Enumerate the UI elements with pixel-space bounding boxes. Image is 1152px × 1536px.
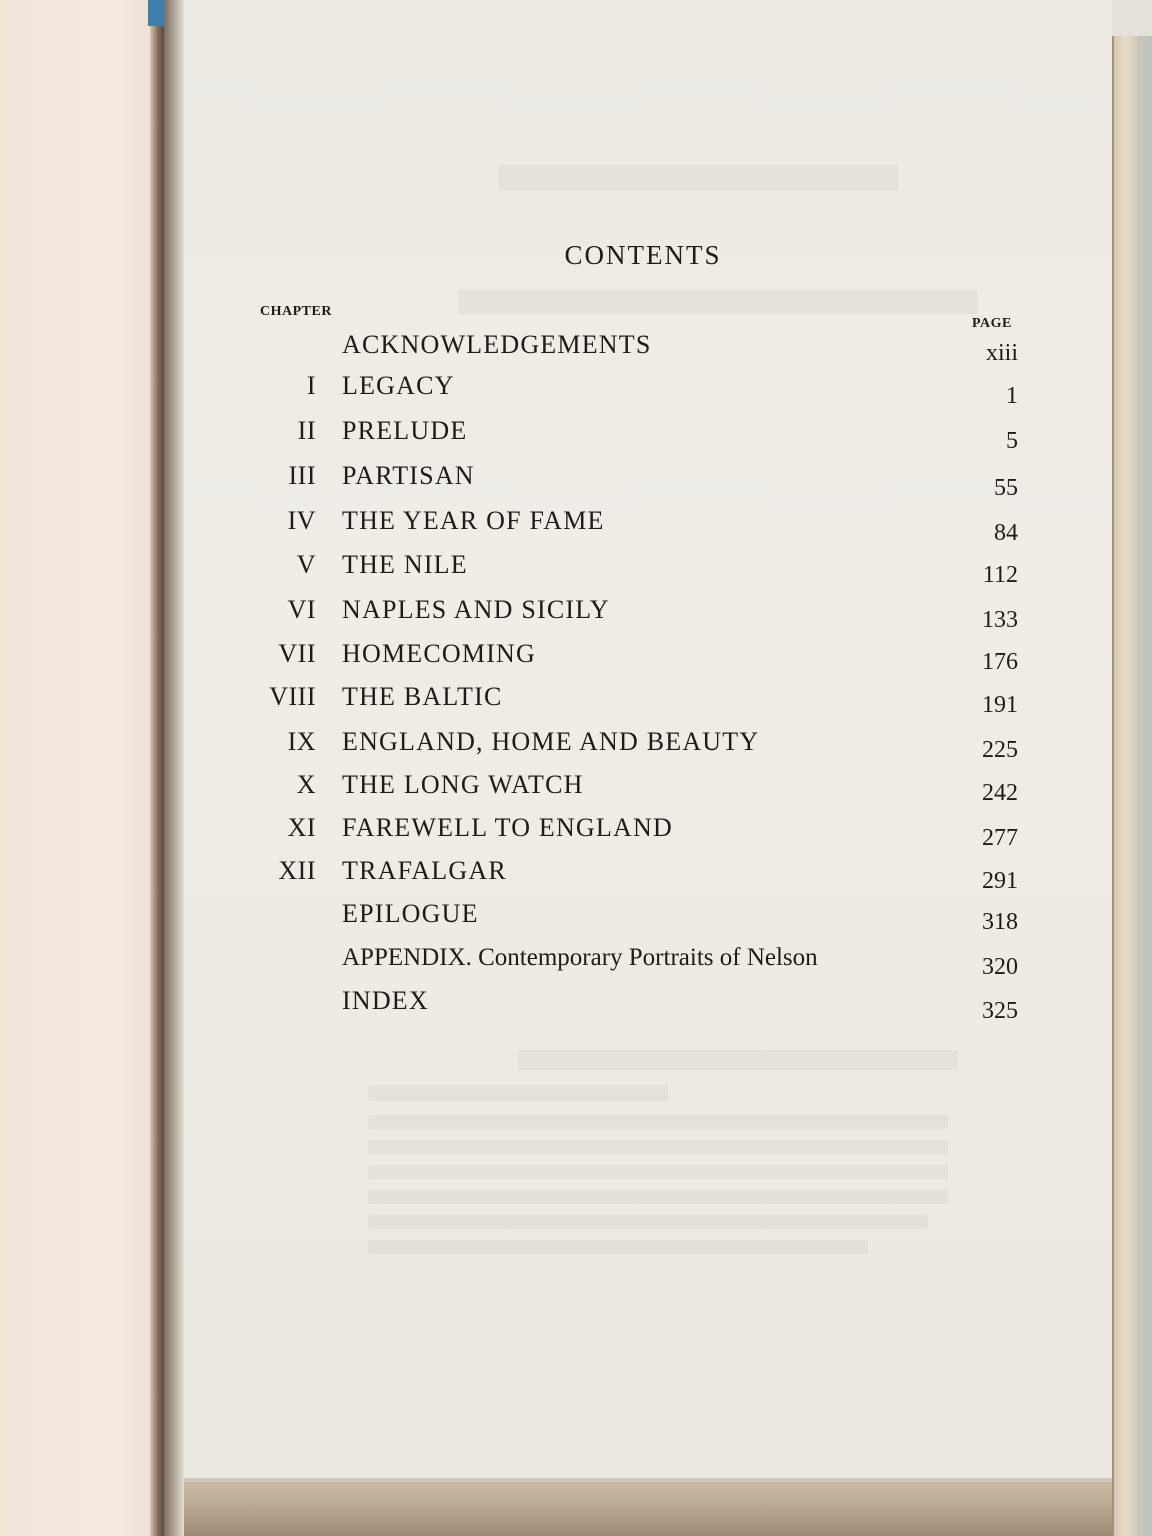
left-facing-page — [0, 0, 168, 1536]
right-cover-edge — [1108, 36, 1152, 1536]
chapter-number: IV — [287, 506, 316, 535]
show-through-text — [368, 1140, 948, 1154]
toc-entry — [230, 856, 1030, 896]
chapter-title: TRAFALGAR — [342, 856, 507, 885]
chapter-title: NAPLES AND SICILY — [342, 595, 610, 624]
toc-entry — [230, 682, 1030, 722]
chapter-number: III — [288, 461, 316, 490]
chapter-number: V — [296, 550, 316, 579]
chapter-title: APPENDIX. Contemporary Portraits of Nelson — [342, 944, 818, 971]
show-through-text — [368, 1240, 868, 1254]
chapter-title: PRELUDE — [342, 416, 468, 445]
chapter-number: VI — [287, 595, 316, 624]
page-number: 191 — [982, 692, 1018, 718]
chapter-number: XII — [278, 856, 316, 885]
show-through-text — [368, 1190, 948, 1204]
chapter-title: HOMECOMING — [342, 639, 536, 668]
show-through-text — [458, 290, 978, 314]
chapter-title: ACKNOWLEDGEMENTS — [342, 330, 652, 359]
chapter-title: FAREWELL TO ENGLAND — [342, 813, 673, 842]
page-number: 133 — [982, 607, 1018, 633]
page-column-label: PAGE — [972, 316, 1012, 331]
page-number: 84 — [994, 520, 1018, 546]
chapter-title: THE NILE — [342, 550, 468, 579]
show-through-text — [498, 165, 898, 191]
chapter-title: LEGACY — [342, 371, 455, 400]
left-cover-edge — [150, 0, 164, 1536]
page-number: 176 — [982, 649, 1018, 675]
page-number: 112 — [982, 562, 1018, 588]
page-number: 320 — [982, 954, 1018, 980]
chapter-number: XI — [287, 813, 316, 842]
page-number: 1 — [1006, 383, 1018, 409]
page-number: 291 — [982, 868, 1018, 894]
toc-entry — [230, 813, 1030, 853]
toc-entry — [230, 330, 1030, 370]
toc-entry — [230, 461, 1030, 501]
show-through-text — [368, 1165, 948, 1179]
toc-entry — [230, 416, 1030, 456]
page-gutter-shadow — [164, 0, 184, 1536]
page-number: 242 — [982, 780, 1018, 806]
toc-entry — [230, 506, 1030, 546]
page-number: 5 — [1006, 428, 1018, 454]
toc-entry — [230, 550, 1030, 590]
page-number: xiii — [985, 340, 1018, 366]
chapter-column-label: CHAPTER — [260, 304, 332, 319]
toc-entry — [230, 899, 1030, 939]
chapter-number: VIII — [269, 682, 316, 711]
chapter-number: VII — [278, 639, 316, 668]
chapter-title: EPILOGUE — [342, 899, 479, 928]
page-number: 325 — [982, 998, 1018, 1024]
page-number: 277 — [982, 825, 1018, 851]
page-number: 318 — [982, 909, 1018, 935]
chapter-number: X — [296, 770, 316, 799]
show-through-text — [368, 1085, 668, 1101]
bottom-cover-edge — [178, 1478, 1112, 1536]
contents-title: CONTENTS — [564, 240, 722, 270]
toc-entry — [230, 371, 1030, 411]
page-number: 225 — [982, 737, 1018, 763]
chapter-title: THE BALTIC — [342, 682, 503, 711]
toc-entry — [230, 595, 1030, 635]
toc-entry — [230, 639, 1030, 679]
toc-entry — [230, 944, 1030, 984]
show-through-text — [368, 1215, 928, 1229]
toc-entry — [230, 986, 1030, 1026]
chapter-number: IX — [287, 727, 316, 756]
show-through-text — [368, 1115, 948, 1129]
show-through-text — [518, 1050, 958, 1070]
chapter-number: I — [306, 371, 316, 400]
page-number: 55 — [994, 475, 1018, 501]
chapter-title: THE YEAR OF FAME — [342, 506, 605, 535]
toc-entry — [230, 727, 1030, 767]
chapter-title: PARTISAN — [342, 461, 475, 490]
chapter-title: ENGLAND, HOME AND BEAUTY — [342, 727, 760, 756]
chapter-title: INDEX — [342, 986, 429, 1015]
toc-entry — [230, 770, 1030, 810]
chapter-number: II — [297, 416, 316, 445]
chapter-title: THE LONG WATCH — [342, 770, 584, 799]
